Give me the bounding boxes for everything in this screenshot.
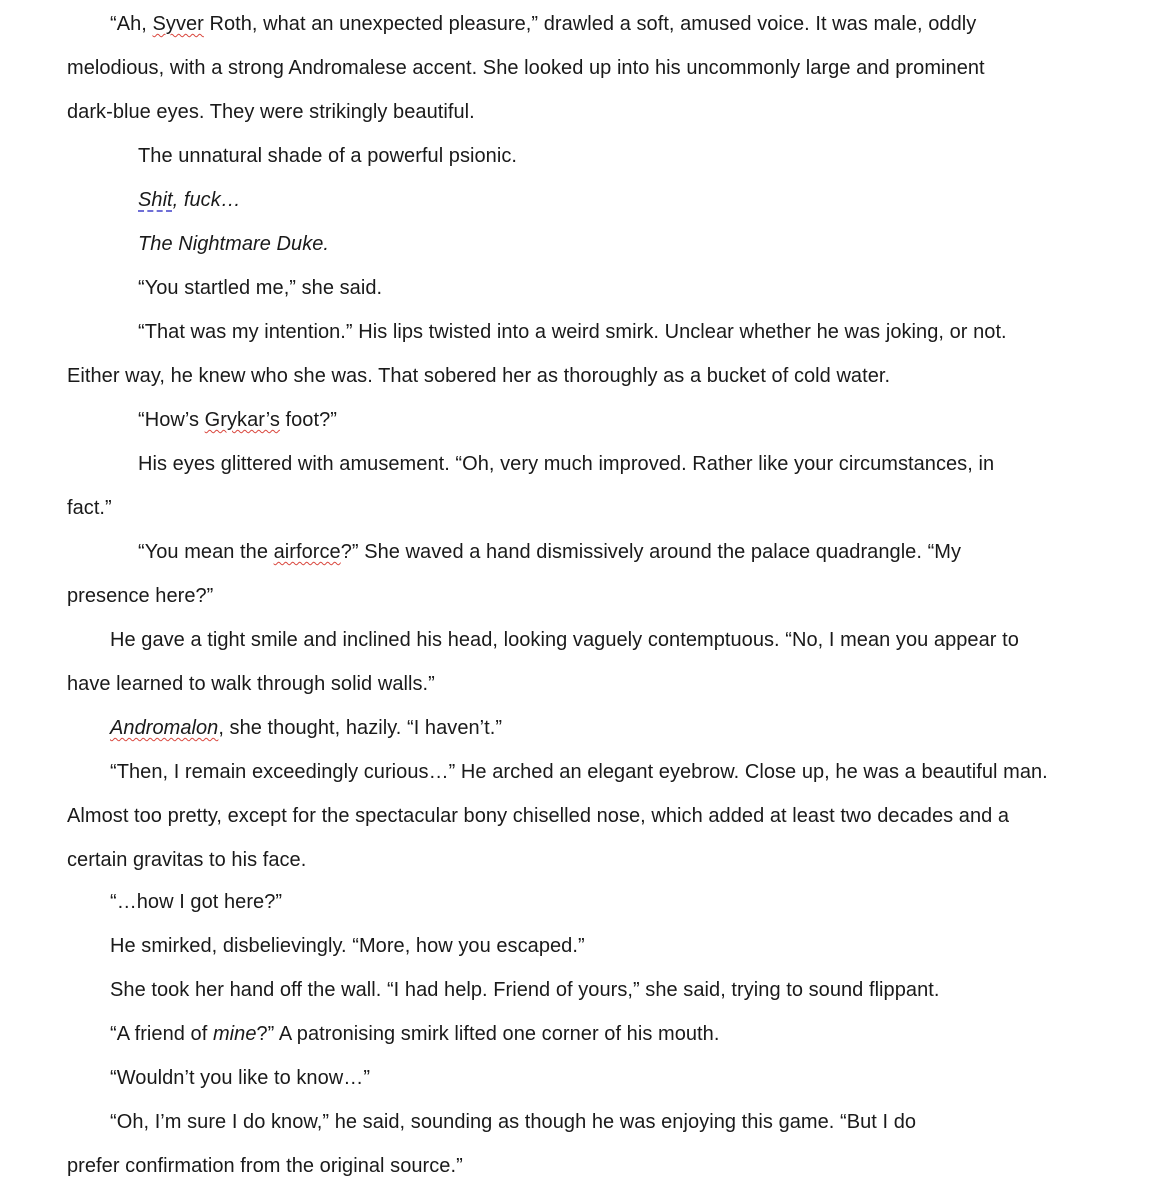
text-segment: “Wouldn’t you like to know…” — [110, 1067, 371, 1089]
text-segment: presence here?” — [67, 585, 214, 607]
text-segment: certain gravitas to his face. — [67, 849, 307, 871]
italic-text: The Nightmare Duke. — [138, 233, 330, 255]
spelling-flag: Grykar’s — [204, 409, 280, 431]
text-segment: “A friend of — [110, 1023, 213, 1045]
text-line — [67, 494, 112, 522]
text-segment: prefer confirmation from the original source.” — [67, 1155, 463, 1177]
text-segment: He gave a tight smile and inclined his head, looking vaguely contemptuous. “No, I mean you appear to — [110, 629, 1019, 651]
spelling-flag: airforce — [273, 541, 341, 563]
text-segment: “How’s — [138, 409, 205, 431]
text-line — [110, 1108, 916, 1136]
text-segment: fact.” — [67, 497, 112, 519]
spelling-flag: Syver — [152, 13, 204, 35]
text-line — [110, 1064, 370, 1092]
text-line — [138, 538, 961, 566]
text-segment: ?” A patronising smirk lifted one corner of his mouth. — [256, 1023, 720, 1045]
text-line — [67, 1152, 463, 1180]
italic-text: mine — [212, 1023, 257, 1045]
spelling-flag: Andromalon — [110, 717, 219, 739]
text-segment: “…how I got here?” — [110, 891, 283, 913]
italic-text: , fuck… — [172, 189, 241, 211]
grammar-flag: Shit — [138, 189, 173, 211]
text-line — [138, 142, 517, 170]
text-line — [110, 626, 1019, 654]
text-segment: , she thought, hazily. “I haven’t.” — [218, 717, 503, 739]
text-segment: The unnatural shade of a powerful psionic. — [138, 145, 518, 167]
text-line — [67, 362, 890, 390]
text-line — [138, 230, 329, 258]
text-segment: ?” She waved a hand dismissively around the palace quadrangle. “My — [340, 541, 962, 563]
text-line — [110, 976, 939, 1004]
text-segment: foot?” — [279, 409, 337, 431]
text-line — [67, 582, 213, 610]
text-segment: “You startled me,” she said. — [138, 277, 383, 299]
text-segment: Almost too pretty, except for the spectacular bony chiselled nose, which added at least two decades and a — [67, 805, 1010, 827]
text-segment: “Ah, — [110, 13, 153, 35]
text-line — [67, 98, 475, 126]
text-line — [110, 758, 1048, 786]
text-line — [67, 54, 985, 82]
text-line — [110, 1020, 719, 1048]
text-segment: He smirked, disbelievingly. “More, how you escaped.” — [110, 935, 585, 957]
text-segment: Roth, what an unexpected pleasure,” drawled a soft, amused voice. It was male, oddly — [203, 13, 977, 35]
text-line — [138, 186, 241, 214]
text-line — [138, 274, 382, 302]
text-segment: “Oh, I’m sure I do know,” he said, sounding as though he was enjoying this game. “But I do — [110, 1111, 917, 1133]
text-line — [110, 10, 976, 38]
text-segment: dark-blue eyes. They were strikingly beautiful. — [67, 101, 475, 123]
text-segment: His eyes glittered with amusement. “Oh, very much improved. Rather like your circumstances, in — [138, 453, 995, 475]
text-line — [110, 888, 282, 916]
text-line — [138, 450, 994, 478]
text-segment: She took her hand off the wall. “I had help. Friend of yours,” she said, trying to sound flippant. — [110, 979, 940, 1001]
text-segment: melodious, with a strong Andromalese accent. She looked up into his uncommonly large and prominent — [67, 57, 985, 79]
text-line — [110, 932, 585, 960]
text-segment: have learned to walk through solid walls.” — [67, 673, 435, 695]
text-line — [67, 670, 435, 698]
text-line — [138, 406, 337, 434]
text-line — [67, 802, 1009, 830]
text-line — [67, 846, 306, 874]
text-segment: “Then, I remain exceedingly curious…” He arched an elegant eyebrow. Close up, he was a beautiful man. — [110, 761, 1048, 783]
text-segment: “You mean the — [138, 541, 274, 563]
text-line — [138, 318, 1007, 346]
text-line — [110, 714, 502, 742]
text-segment: Either way, he knew who she was. That sobered her as thoroughly as a bucket of cold water. — [67, 365, 891, 387]
text-segment: “That was my intention.” His lips twisted into a weird smirk. Unclear whether he was joking, or not. — [138, 321, 1007, 343]
